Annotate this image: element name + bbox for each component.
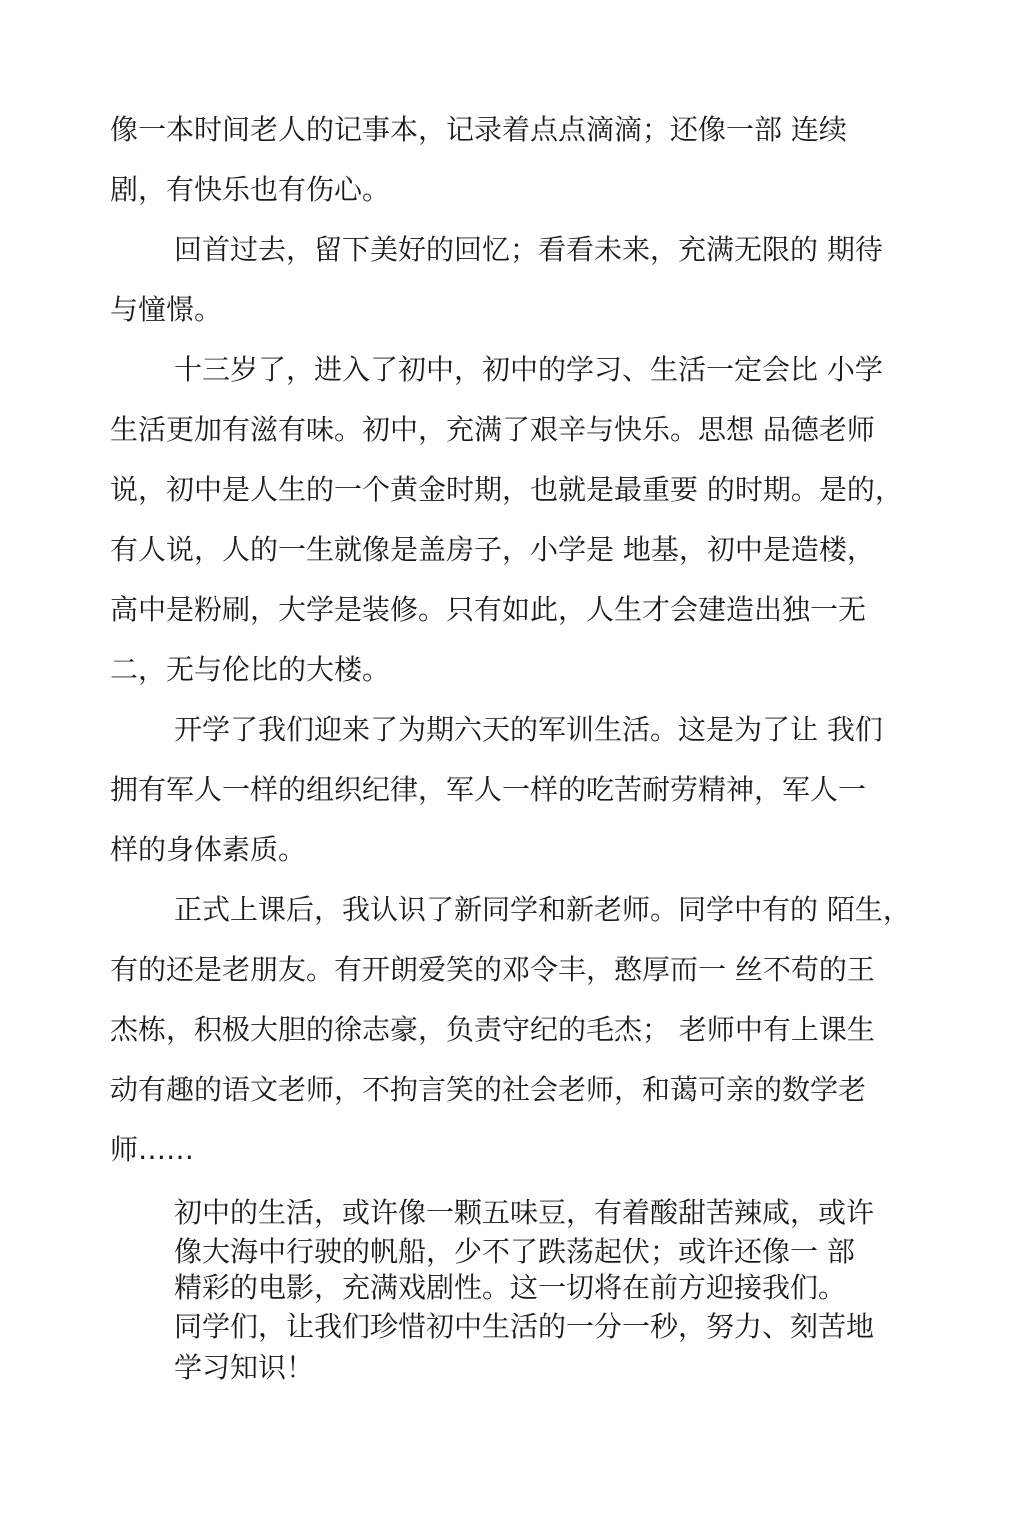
- paragraph-4-line-3: 样的身体素质。: [110, 833, 307, 866]
- closing-line-2: 像大海中行驶的帆船，少不了跌荡起伏；或许还像一 部: [174, 1235, 855, 1268]
- closing-line-1: 初中的生活，或许像一颗五味豆，有着酸甜苦辣咸，或许: [174, 1196, 875, 1229]
- paragraph-1-line-2: 剧，有快乐也有伤心。: [110, 173, 391, 206]
- paragraph-5-line-5: 师……: [110, 1133, 195, 1166]
- paragraph-5-line-2: 有的还是老朋友。有开朗爱笑的邓令丰，憨厚而一 丝不苟的王: [110, 953, 875, 986]
- paragraph-3-line-3: 说，初中是人生的一个黄金时期，也就是最重要 的时期。是的，: [110, 473, 903, 506]
- paragraph-3-line-5: 高中是粉刷，大学是装修。只有如此，人生才会建造出独一无: [110, 593, 867, 626]
- paragraph-3-line-1: 十三岁了，进入了初中，初中的学习、生活一定会比 小学: [174, 353, 883, 386]
- paragraph-3-line-6: 二，无与伦比的大楼。: [110, 653, 391, 686]
- closing-line-3: 精彩的电影，充满戏剧性。这一切将在前方迎接我们。: [174, 1271, 847, 1304]
- closing-line-4: 同学们，让我们珍惜初中生活的一分一秒，努力、刻苦地: [174, 1310, 875, 1343]
- paragraph-2-line-1: 回首过去，留下美好的回忆；看看未来，充满无限的 期待: [174, 233, 883, 266]
- paragraph-4-line-2: 拥有军人一样的组织纪律，军人一样的吃苦耐劳精神，军人一: [110, 773, 867, 806]
- paragraph-4-line-1: 开学了我们迎来了为期六天的军训生活。这是为了让 我们: [174, 713, 883, 746]
- paragraph-5-line-3: 杰栋，积极大胆的徐志豪，负责守纪的毛杰； 老师中有上课生: [110, 1013, 875, 1046]
- closing-line-5: 学习知识！: [174, 1351, 315, 1384]
- paragraph-5-line-1: 正式上课后，我认识了新同学和新老师。同学中有的 陌生，: [174, 893, 911, 926]
- paragraph-1-line-1: 像一本时间老人的记事本，记录着点点滴滴；还像一部 连续: [110, 113, 847, 146]
- paragraph-3-line-4: 有人说，人的一生就像是盖房子，小学是 地基，初中是造楼，: [110, 533, 875, 566]
- paragraph-2-line-2: 与憧憬。: [110, 293, 223, 326]
- paragraph-3-line-2: 生活更加有滋有味。初中，充满了艰辛与快乐。思想 品德老师: [110, 413, 875, 446]
- paragraph-5-line-4: 动有趣的语文老师，不拘言笑的社会老师，和蔼可亲的数学老: [110, 1073, 867, 1106]
